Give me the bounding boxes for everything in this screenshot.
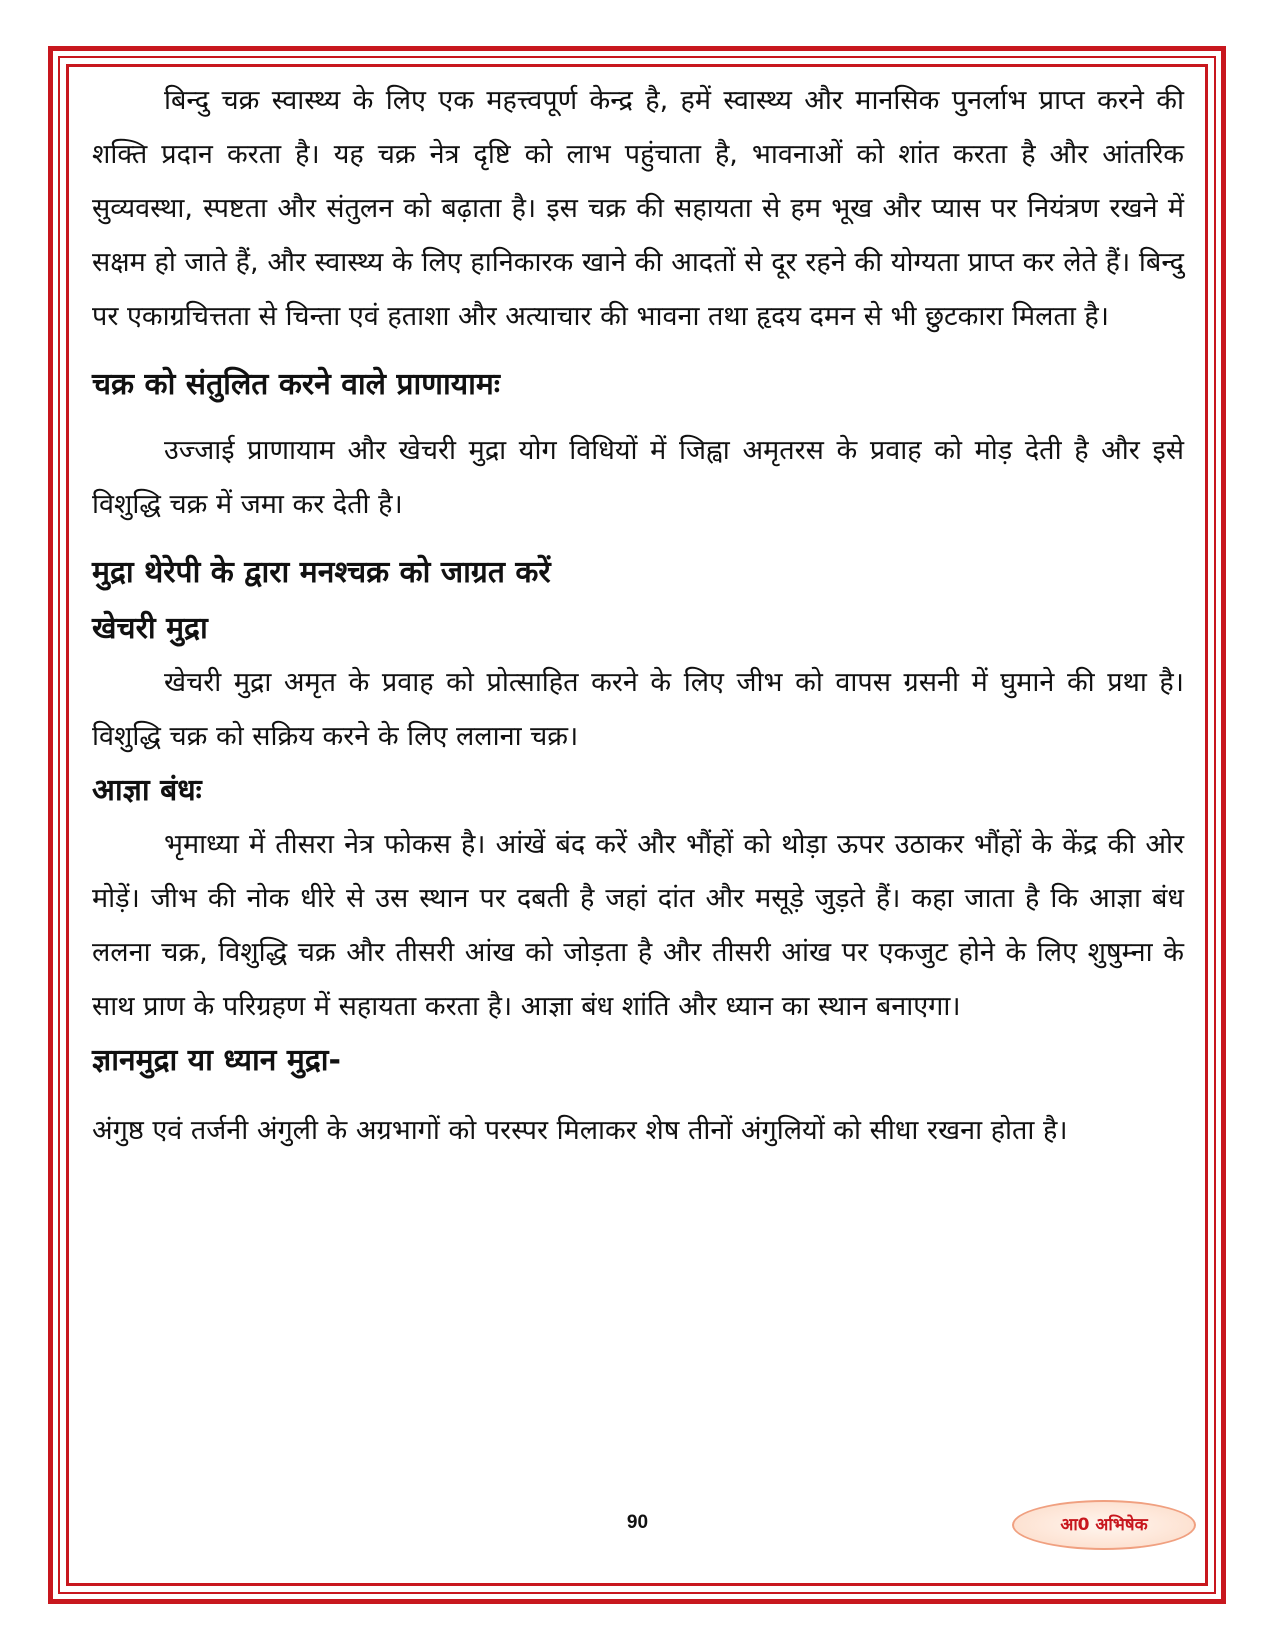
heading-gyan-mudra: ज्ञानमुद्रा या ध्यान मुद्रा- [92,1043,341,1078]
paragraph-gyan-mudra: अंगुष्ठ एवं तर्जनी अंगुली के अग्रभागों को परस्पर मिलाकर शेष तीनों अंगुलियों को सीधा रखना होता है। [92,1115,1068,1146]
paragraph-pranayama: उज्जाई प्राणायाम और खेचरी मुद्रा योग विधियों में जिह्वा अमृतरस के प्रवाह को मोड़ देती है और इसे विशुद्धि चक्र में जमा कर देती है। [92,435,1184,520]
page-number: 90 [626,1512,649,1533]
paragraph-khechari: खेचरी मुद्रा अमृत के प्रवाह को प्रोत्साहित करने के लिए जीभ को वापस ग्रसनी में घुमाने की प्रथा है। विशुद्धि चक्र को सक्रिय करने के लिए ललाना चक्र। [92,667,1184,752]
author-badge: आ0 अभिषेक [1012,1500,1196,1550]
heading-agya-bandh: आज्ञा बंधः [92,773,202,808]
paragraph-agya-bandh: भृमाध्या में तीसरा नेत्र फोकस है। आंखें बंद करें और भौंहों को थोड़ा ऊपर उठाकर भौंहों के केंद्र की ओर मोड़ें। जीभ की नोक धीरे से उस स्थान पर दबती है जहां दांत और मसूड़े जुड़ते हैं। कहा जाता है कि आज्ञा बंध ललना चक्र, विशुद्धि चक्र और तीसरी आंख को जोड़ता है और तीसरी आंख पर एकजुट होने के लिए शुषुम्ना के साथ प्राण के परिग्रहण में सहायता करता है। आज्ञा बंध शांति और ध्यान का स्थान बनाएगा। [92,829,1184,1022]
heading-pranayama: चक्र को संतुलित करने वाले प्राणायामः [92,367,500,402]
heading-khechari: खेचरी मुद्रा [92,611,208,646]
page-content [92,74,1184,1158]
heading-mudra-therapy: मुद्रा थेरेपी के द्वारा मनश्चक्र को जाग्रत करें [92,555,551,590]
paragraph-bindu-intro: बिन्दु चक्र स्वास्थ्य के लिए एक महत्त्वपूर्ण केन्द्र है, हमें स्वास्थ्य और मानसिक पुनर्लाभ प्राप्त करने की शक्ति प्रदान करता है। यह चक्र नेत्र दृष्टि को लाभ पहुंचाता है, भावनाओं को शांत करता है और आंतरिक सुव्यवस्था, स्पष्टता और संतुलन को बढ़ाता है। इस चक्र की सहायता से हम भूख और प्यास पर नियंत्रण रखने में सक्षम हो जाते हैं, और स्वास्थ्य के लिए हानिकारक खाने की आदतों से दूर रहने की योग्यता प्राप्त कर लेते हैं। बिन्दु पर एकाग्रचित्तता से चिन्ता एवं हताशा और अत्याचार की भावना तथा हृदय दमन से भी छुटकारा मिलता है। [92,85,1184,332]
